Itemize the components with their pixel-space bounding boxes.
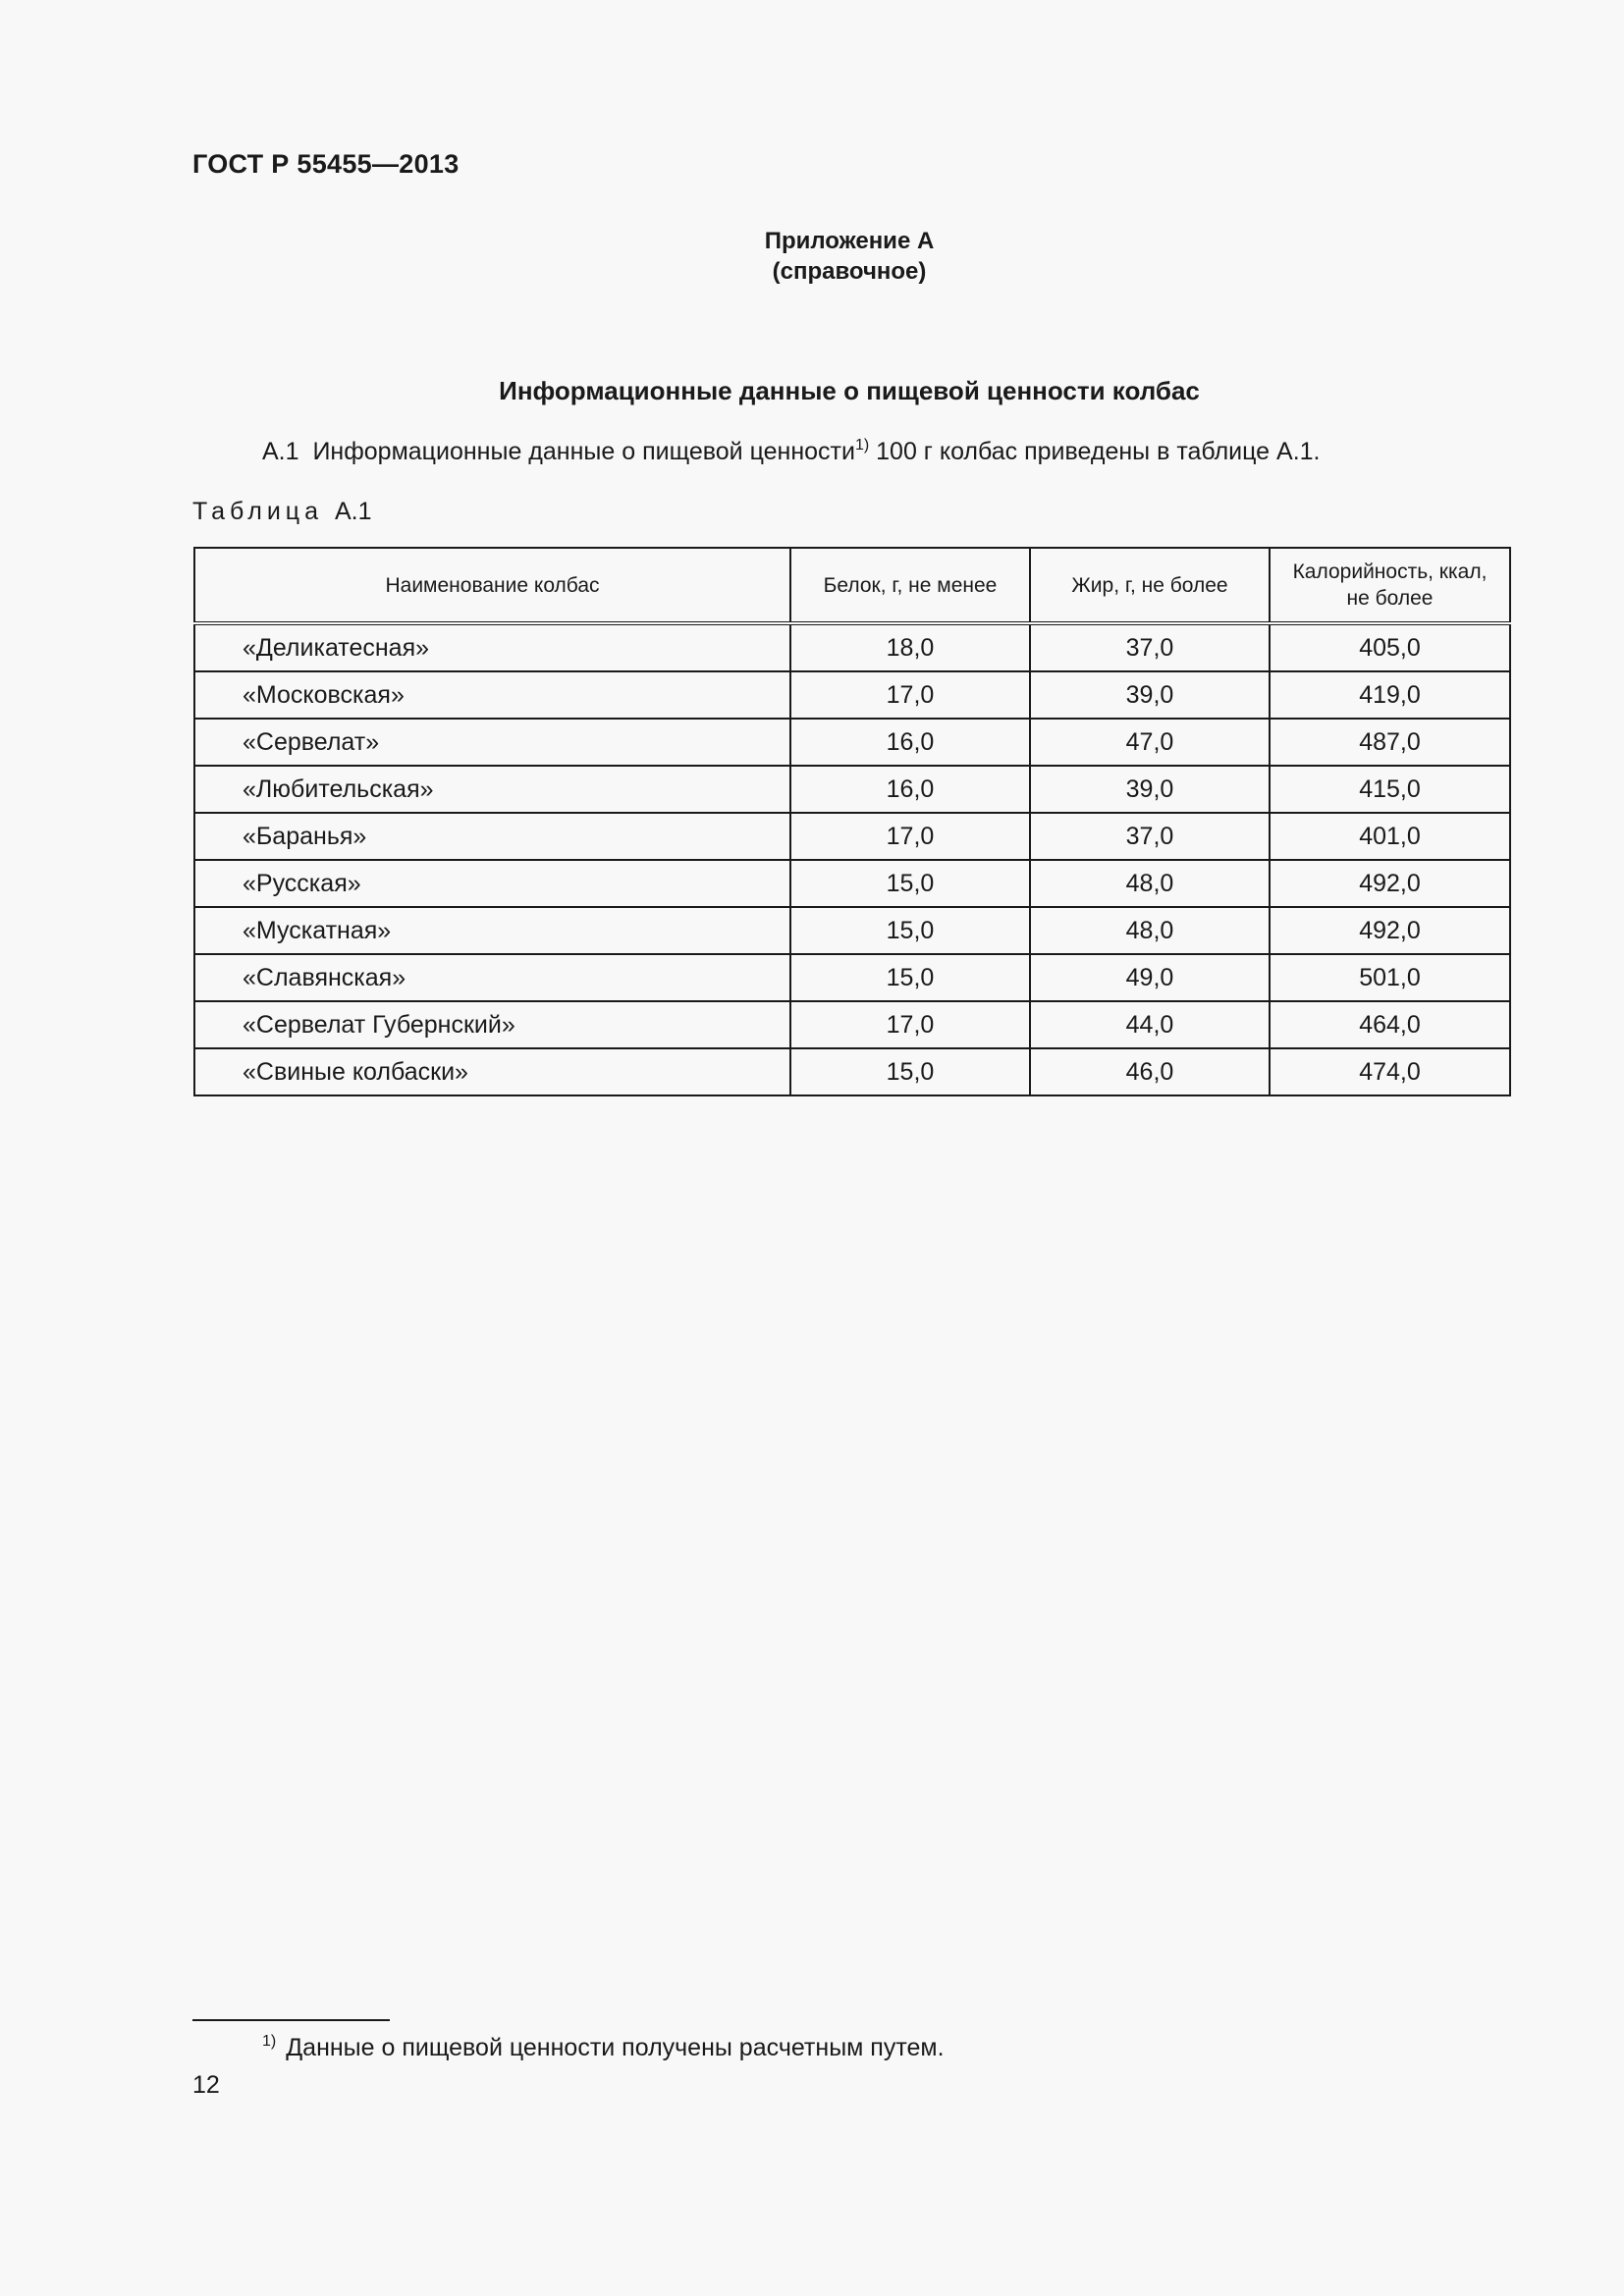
- cell-name: «Московская»: [194, 671, 790, 719]
- page-number: 12: [192, 2071, 220, 2099]
- cell-name: «Деликатесная»: [194, 623, 790, 671]
- cell-name: «Славянская»: [194, 954, 790, 1001]
- cell-fat: 44,0: [1030, 1001, 1270, 1048]
- table-row: [194, 623, 1510, 671]
- cell-calories: 415,0: [1270, 766, 1510, 813]
- column-header-name: Наименование колбас: [194, 548, 790, 623]
- footnote: [262, 2034, 945, 2062]
- cell-fat: 48,0: [1030, 860, 1270, 907]
- column-header-fat: Жир, г, не более: [1030, 548, 1270, 623]
- cell-calories: 401,0: [1270, 813, 1510, 860]
- cell-fat: 49,0: [1030, 954, 1270, 1001]
- cell-fat: 39,0: [1030, 766, 1270, 813]
- cell-name: «Сервелат Губернский»: [194, 1001, 790, 1048]
- table-row: [194, 671, 1510, 719]
- table-caption-word: Таблица: [192, 498, 324, 525]
- cell-protein: 15,0: [790, 907, 1030, 954]
- cell-protein: 15,0: [790, 954, 1030, 1001]
- cell-name: «Баранья»: [194, 813, 790, 860]
- cell-name: «Сервелат»: [194, 719, 790, 766]
- cell-fat: 47,0: [1030, 719, 1270, 766]
- cell-fat: 46,0: [1030, 1048, 1270, 1095]
- paragraph-text: Информационные данные о пищевой ценности: [312, 438, 855, 465]
- cell-fat: 37,0: [1030, 813, 1270, 860]
- cell-protein: 18,0: [790, 623, 1030, 671]
- appendix-heading: [0, 226, 1624, 287]
- table-caption: [192, 498, 372, 526]
- cell-fat: 48,0: [1030, 907, 1270, 954]
- cell-fat: 37,0: [1030, 623, 1270, 671]
- cell-calories: 492,0: [1270, 860, 1510, 907]
- cell-calories: 464,0: [1270, 1001, 1510, 1048]
- table-row: [194, 813, 1510, 860]
- table-row: [194, 1048, 1510, 1095]
- footnote-reference: 1): [854, 437, 870, 454]
- cell-calories: 474,0: [1270, 1048, 1510, 1095]
- cell-name: «Русская»: [194, 860, 790, 907]
- table-row: [194, 719, 1510, 766]
- paragraph-a1: [262, 438, 1321, 466]
- cell-protein: 15,0: [790, 860, 1030, 907]
- nutrition-table: [193, 547, 1511, 1096]
- cell-name: «Любительская»: [194, 766, 790, 813]
- section-title: Информационные данные о пищевой ценности колбас: [499, 376, 1200, 405]
- appendix-subtitle: (справочное): [772, 258, 927, 285]
- paragraph-number: А.1: [262, 438, 299, 465]
- cell-protein: 17,0: [790, 671, 1030, 719]
- cell-calories: 492,0: [1270, 907, 1510, 954]
- column-header-protein: Белок, г, не менее: [790, 548, 1030, 623]
- table-row: [194, 954, 1510, 1001]
- cell-calories: 405,0: [1270, 623, 1510, 671]
- table-row: [194, 860, 1510, 907]
- cell-calories: 419,0: [1270, 671, 1510, 719]
- footnote-marker: 1): [262, 2033, 277, 2050]
- cell-calories: 487,0: [1270, 719, 1510, 766]
- cell-name: «Мускатная»: [194, 907, 790, 954]
- table-row: [194, 1001, 1510, 1048]
- table-caption-number: А.1: [334, 498, 372, 525]
- paragraph-text-continued: 100 г колбас приведены в таблице А.1.: [876, 438, 1321, 465]
- appendix-title: Приложение А: [764, 228, 935, 254]
- cell-protein: 16,0: [790, 766, 1030, 813]
- table-row: [194, 907, 1510, 954]
- table-header-row: [194, 548, 1510, 623]
- table-row: [194, 766, 1510, 813]
- column-header-calories: Калорийность, ккал, не более: [1270, 548, 1510, 623]
- cell-protein: 15,0: [790, 1048, 1030, 1095]
- cell-name: «Свиные колбаски»: [194, 1048, 790, 1095]
- footnote-divider: [192, 2019, 390, 2021]
- cell-protein: 17,0: [790, 813, 1030, 860]
- document-code: ГОСТ Р 55455—2013: [192, 149, 460, 179]
- cell-protein: 16,0: [790, 719, 1030, 766]
- cell-calories: 501,0: [1270, 954, 1510, 1001]
- footnote-text: Данные о пищевой ценности получены расчетным путем.: [286, 2034, 945, 2061]
- cell-protein: 17,0: [790, 1001, 1030, 1048]
- cell-fat: 39,0: [1030, 671, 1270, 719]
